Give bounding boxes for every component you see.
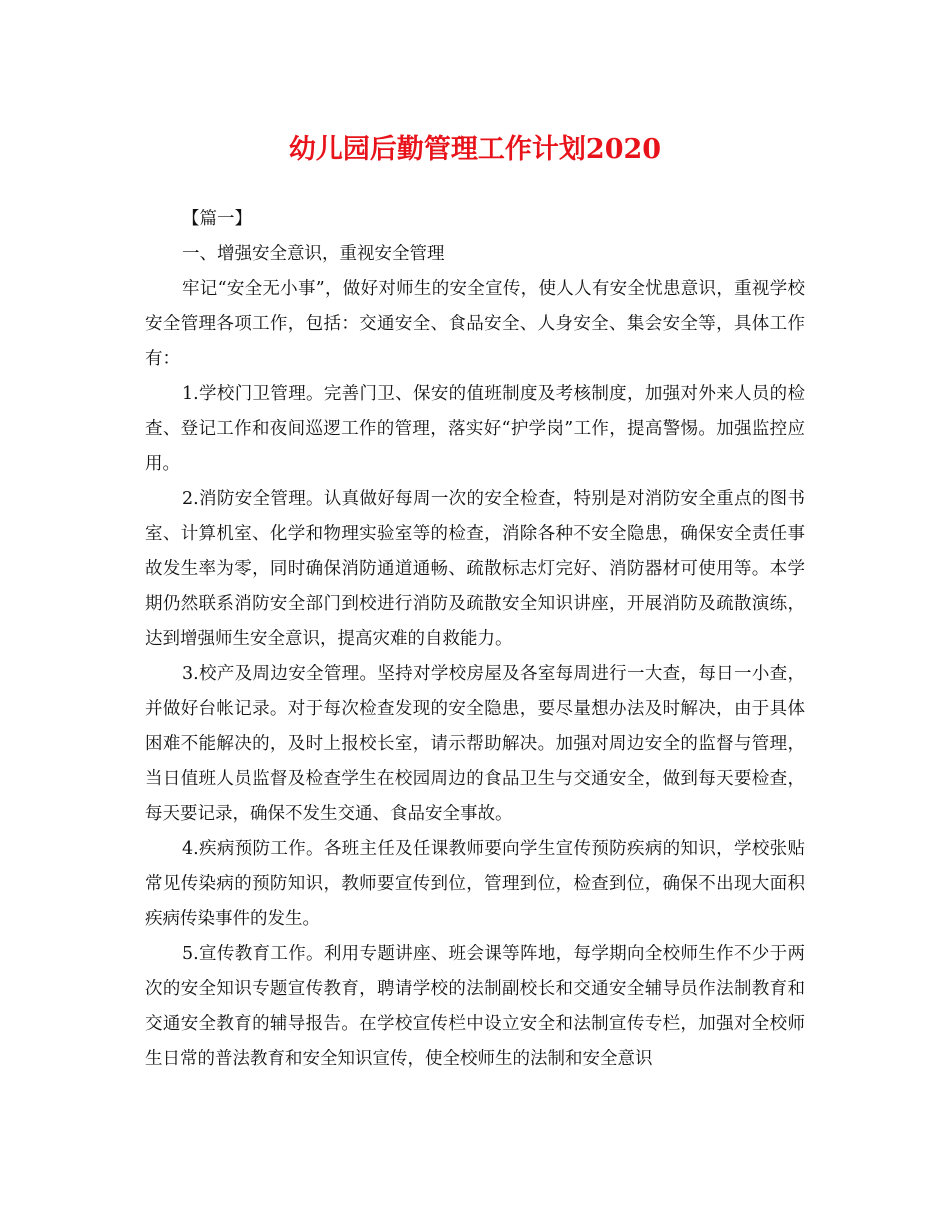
item-2-paragraph: 2.消防安全管理。认真做好每周一次的安全检查，特别是对消防安全重点的图书室、计算机室、化学和物理实验室等的检查，消除各种不安全隐患，确保安全责任事故发生率为零，同时确保消防通道通畅、疏散标志灯完好、消防器材可使用等。本学期仍然联系消防安全部门到校进行消防及疏散安全知识讲座，开展消防及疏散演练，达到增强师生安全意识，提高灾难的自救能力。 [145, 489, 805, 649]
intro-paragraph: 牢记“安全无小事”，做好对师生的安全宣传，使人人有安全忧患意识，重视学校安全管理各项工作，包括：交通安全、食品安全、人身安全、集会安全等，具体工作有： [145, 279, 805, 369]
item-1-paragraph: 1.学校门卫管理。完善门卫、保安的值班制度及考核制度，加强对外来人员的检查、登记工作和夜间巡逻工作的管理，落实好“护学岗”工作，提高警惕。加强监控应用。 [145, 384, 805, 474]
section-label: 【篇一】 [182, 209, 252, 229]
item-5-paragraph: 5.宣传教育工作。利用专题讲座、班会课等阵地，每学期向全校师生作不少于两次的安全知识专题宣传教育，聘请学校的法制副校长和交通安全辅导员作法制教育和交通安全教育的辅导报告。在学校宣传栏中设立安全和法制宣传专栏，加强对全校师生日常的普法教育和安全知识宣传，使全校师生的法制和安全意识 [145, 944, 805, 1069]
item-4-paragraph: 4.疾病预防工作。各班主任及任课教师要向学生宣传预防疾病的知识，学校张贴常见传染病的预防知识，教师要宣传到位，管理到位，检查到位，确保不出现大面积疾病传染事件的发生。 [145, 839, 805, 929]
item-3-paragraph: 3.校产及周边安全管理。坚持对学校房屋及各室每周进行一大查，每日一小查，并做好台帐记录。对于每次检查发现的安全隐患，要尽量想办法及时解决，由于具体困难不能解决的，及时上报校长室，请示帮助解决。加强对周边安全的监督与管理，当日值班人员监督及检查学生在校园周边的食品卫生与交通安全，做到每天要检查，每天要记录，确保不发生交通、食品安全事故。 [145, 664, 805, 824]
section-heading: 一、增强安全意识，重视安全管理 [182, 244, 445, 264]
document-title: 幼儿园后勤管理工作计划2020 [288, 134, 662, 165]
document-body [145, 202, 805, 1077]
